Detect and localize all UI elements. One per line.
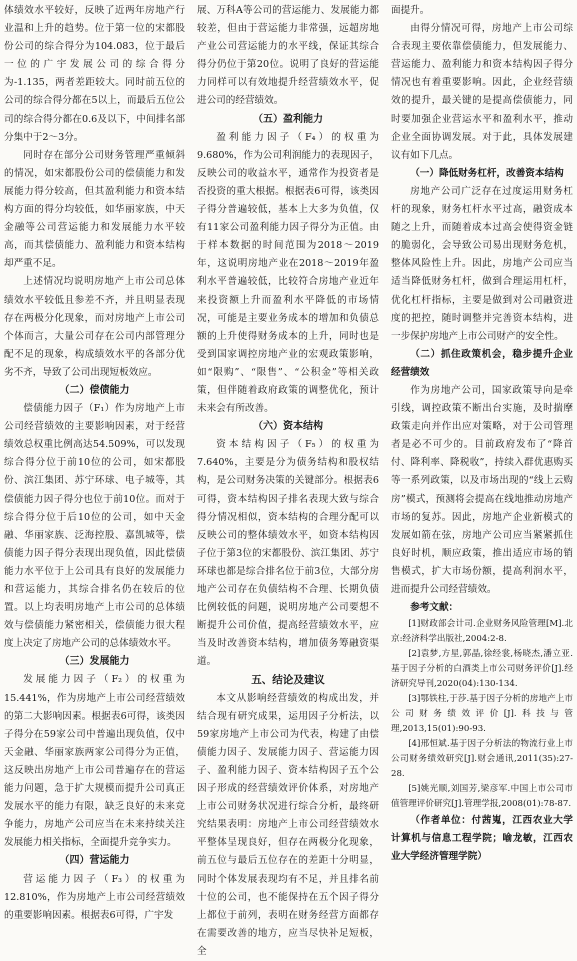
reference-item: [3]鄂铁柱,于莎.基于因子分析的房地产上市公司财务绩效评价[J].科技与管理,2013,15(01):90-93. — [391, 694, 573, 735]
section-heading: （三）发展能力 — [59, 656, 130, 668]
subsection-heading: （一）降低财务杠杆，改善资本结构 — [410, 167, 564, 179]
reference-item: [2]袁梦,方星,郭晶,徐经裳,杨晓杰,潘立亚.基于因子分析的白酒类上市公司财务评价[J].经济研究导刊,2020(04):130-134. — [391, 649, 573, 690]
reference-item: [1]财政部会计司.企业财务风险管理[M].北京:经济科学出版社,2004:2-8. — [391, 619, 573, 645]
chapter-heading: 五、结论及建议 — [251, 674, 325, 687]
author-affiliation: （作者单位：付茜嵬，江西农业大学计算机与信息工程学院；喻龙敏，江西农业大学经济管理学院） — [391, 815, 573, 863]
section-heading: （六）资本结构 — [253, 421, 323, 433]
paragraph: 房地产公司广泛存在过度运用财务杠杆的现象，财务杠杆水平过高，融资成本随之上升，而随着成本过高会使得资金链的脆弱化，会导致公司易出现财务危机，整体风险性上升。因此，房地产公司应当适当降低财务杠杆，做到合理运用杠杆，优化杠杆指标，主要是做到对公司融资进度的把控，随时调整并完善资本结构，进一步保护房地产上市公司财产的安全性。 — [391, 185, 573, 342]
paragraph: 本文从影响经营绩效的构成出发，并结合现有研究成果，运用因子分析法，以59家房地产上市公司为代表，构建了由偿债能力因子、发展能力因子、营运能力因子、盈利能力因子、资本结构因子五个公因子形成的经营绩效评价体系，对房地产上市公司财务状况进行综合分析，最终研究结果表明：房地产上市公司经营绩效水平整体呈现良好，但存在两极分化现象，前五位与最后五位存在的差距十分明显，同时个体发展表现均有不足，并且排名前十位的公司，也不能保持在五个因子得分上都位于前列，表明在财务经营方面都存在需要改善的地方，应当尽快补足短板，全 — [197, 692, 379, 957]
paragraph: 资本结构因子（F₅）的权重为7.640%，主要是分为债务结构和股权结构，是公司财务决策的关键部分。根据表6可得，资本结构因子排名表现大致与综合得分情况相似，资本结构的合理分配可以反映公司的整体绩效水平，如资本结构因子位于第3位的宋都股份、滨江集团、苏宁环球也都是综合排名位于前3位，大部分房地产公司存在负债结构不合理、长期负债比例较低的问题，说明房地产公司要想不断提升公司价值，提高经营绩效水平，应当及时改善资本结构，增加债务筹融资渠道。 — [197, 439, 379, 668]
section-heading: （四）营运能力 — [59, 855, 130, 867]
section-heading: （二）偿债能力 — [59, 384, 130, 396]
paragraph: 由得分情况可得，房地产上市公司综合表现主要依靠偿债能力，但发展能力、营运能力、盈利能力和资本结构因子得分情况也有着重要影响。因此，企业经营绩效的提升，最关键的是提高偿债能力，同时要加强企业营运水平和盈利水平，推动企业全面协调发展。对于此，具体发展建议有如下几点。 — [391, 23, 573, 161]
paragraph: 营运能力因子（F₃）的权重为12.810%，作为房地产上市公司经营绩效的重要影响因素。根据表6可得，广宇发 — [4, 873, 185, 921]
reference-item: [4]邢恒斌.基于因子分析法的物流行业上市公司财务绩效研究[J].财会通讯,2011(35):27-28. — [391, 739, 573, 780]
paragraph: 体绩效水平较好，反映了近两年房地产行业温和上升的趋势。位于第一位的宋都股份公司的综合得分为104.083，位于最后一位的广宇发展公司的综合得分为-1.135，两者差距较大。同时前五位的公司的综合得分都在5以上，而最后五位公司的综合得分都在0.6及以下，中间排名部分集中于2～3分。 — [4, 5, 185, 143]
paragraph: 发展能力因子（F₂）的权重为15.441%，作为房地产上市公司经营绩效的第二大影响因素。根据表6可得，该类因子得分在59家公司中普遍出现负值，仅中天金融、华丽家族两家公司得分为正值，这反映出房地产上市公司普遍存在的营运能力问题，急于扩大规模而提升公司真正发展水平的能力有限，缺乏良好的未来竞争能力，房地产公司应当在未来持续关注发展能力相关指标，全面提升竞争实力。 — [4, 674, 185, 849]
text-column-left — [4, 2, 185, 925]
paragraph: 偿债能力因子（F₁）作为房地产上市公司经营绩效的主要影响因素，对于经营绩效总权重比例高达54.509%，可以发现综合得分位于前10位的公司，如宋都股份、滨江集团、苏宁环球、电子城等，其偿债能力因子得分也位于前10位。而对于综合得分位于后10位的公司，如中天金融、华丽家族、泛海控股、嘉凯城等，偿债能力因子得分表现出现负值，因此偿债能力水平位于上公司具有良好的发展能力和营运能力，其综合排名仍在较后的位置。以上均表明房地产上市公司的总体绩效与偿债能力紧密相关，偿债能力很大程度上决定了房地产公司的总体绩效水平。 — [4, 403, 185, 650]
reference-item: [5]姚光顺,刘国芳,梁彦军.中国上市公司市值管理评价研究[J].管理学报,2008(01):78-87. — [391, 784, 573, 810]
paragraph: 面提升。 — [391, 5, 430, 16]
section-heading: （五）盈利能力 — [253, 113, 323, 125]
subsection-heading: （二）抓住政策机会，稳步提升企业经营绩效 — [391, 348, 573, 378]
paragraph: 上述情况均说明房地产上市公司总体绩效水平较低且参差不齐，并且明显表现存在两极分化现象，而对房地产上市公司个体而言，大量公司存在公司内部管理分配不足的现象，构成绩效水平的各部分优劣不齐，导致了公司出现短板效应。 — [4, 276, 185, 378]
text-column-middle — [197, 2, 379, 961]
paragraph: 展、万科A等公司的营运能力、发展能力都较差，但由于营运能力非常强，远超房地产业公司营运能力的水平线，保证其综合得分仍位于第20位。说明了良好的营运能力同样可以有效地提升经营绩效水平，促进公司的经营绩效。 — [197, 5, 379, 107]
references-title: 参考文献： — [410, 602, 459, 614]
paragraph: 盈利能力因子（F₄）的权重为9.680%，作为公司利润能力的表现因子，反映公司的收益水平，通常作为投资者是否投资的重大根据。根据表6可得，该类因子得分普遍较低，基本上大多为负值，仅有11家公司盈利能力因子得分为正值。由于样本数据的时间范围为2018～2019年，这说明房地产业在2018～2019年盈利水平普遍较低，比较符合房地产业近年来投资额上升而盈利水平降低的市场情况，可能是主要业务成本的增加和负债总额的上升使得财务成本的上升，同时也是受到国家调控房地产业的宏观政策影响，如“限购”、“限售”、“公积金”等相关政策，但伴随着政府政策的调整优化，预计未来会有所改善。 — [197, 131, 379, 415]
paragraph: 同时存在部分公司财务管理严重倾斜的情况，如宋都股份公司的偿债能力和发展能力得分较高，但其盈利能力和资本结构方面的得分均较低，如华丽家族，中天金融等公司营运能力和发展能力水平较高，而其偿债能力、盈利能力和资本结构却严重不足。 — [4, 149, 185, 270]
text-column-right — [391, 2, 573, 866]
paragraph: 作为房地产公司，国家政策导向是牵引线，调控政策不断出台实施，及时揣摩政策走向并作出应对策略，对于公司管理者是必不可少的。目前政府发布了“降首付、降利率、降税收”，持续入群优惠购买等一系列政策，以及市场出现的“线上云购房”模式，预测将会提高在线地推动房地产市场的复苏。因此，房地产企业新模式的发展如箭在弦，房地产公司应当紧紧抓住良好时机，顺应政策，推出适应市场的销售模式，扩大市场份额，提高利润水平，进而提升公司经营绩效。 — [391, 384, 573, 595]
